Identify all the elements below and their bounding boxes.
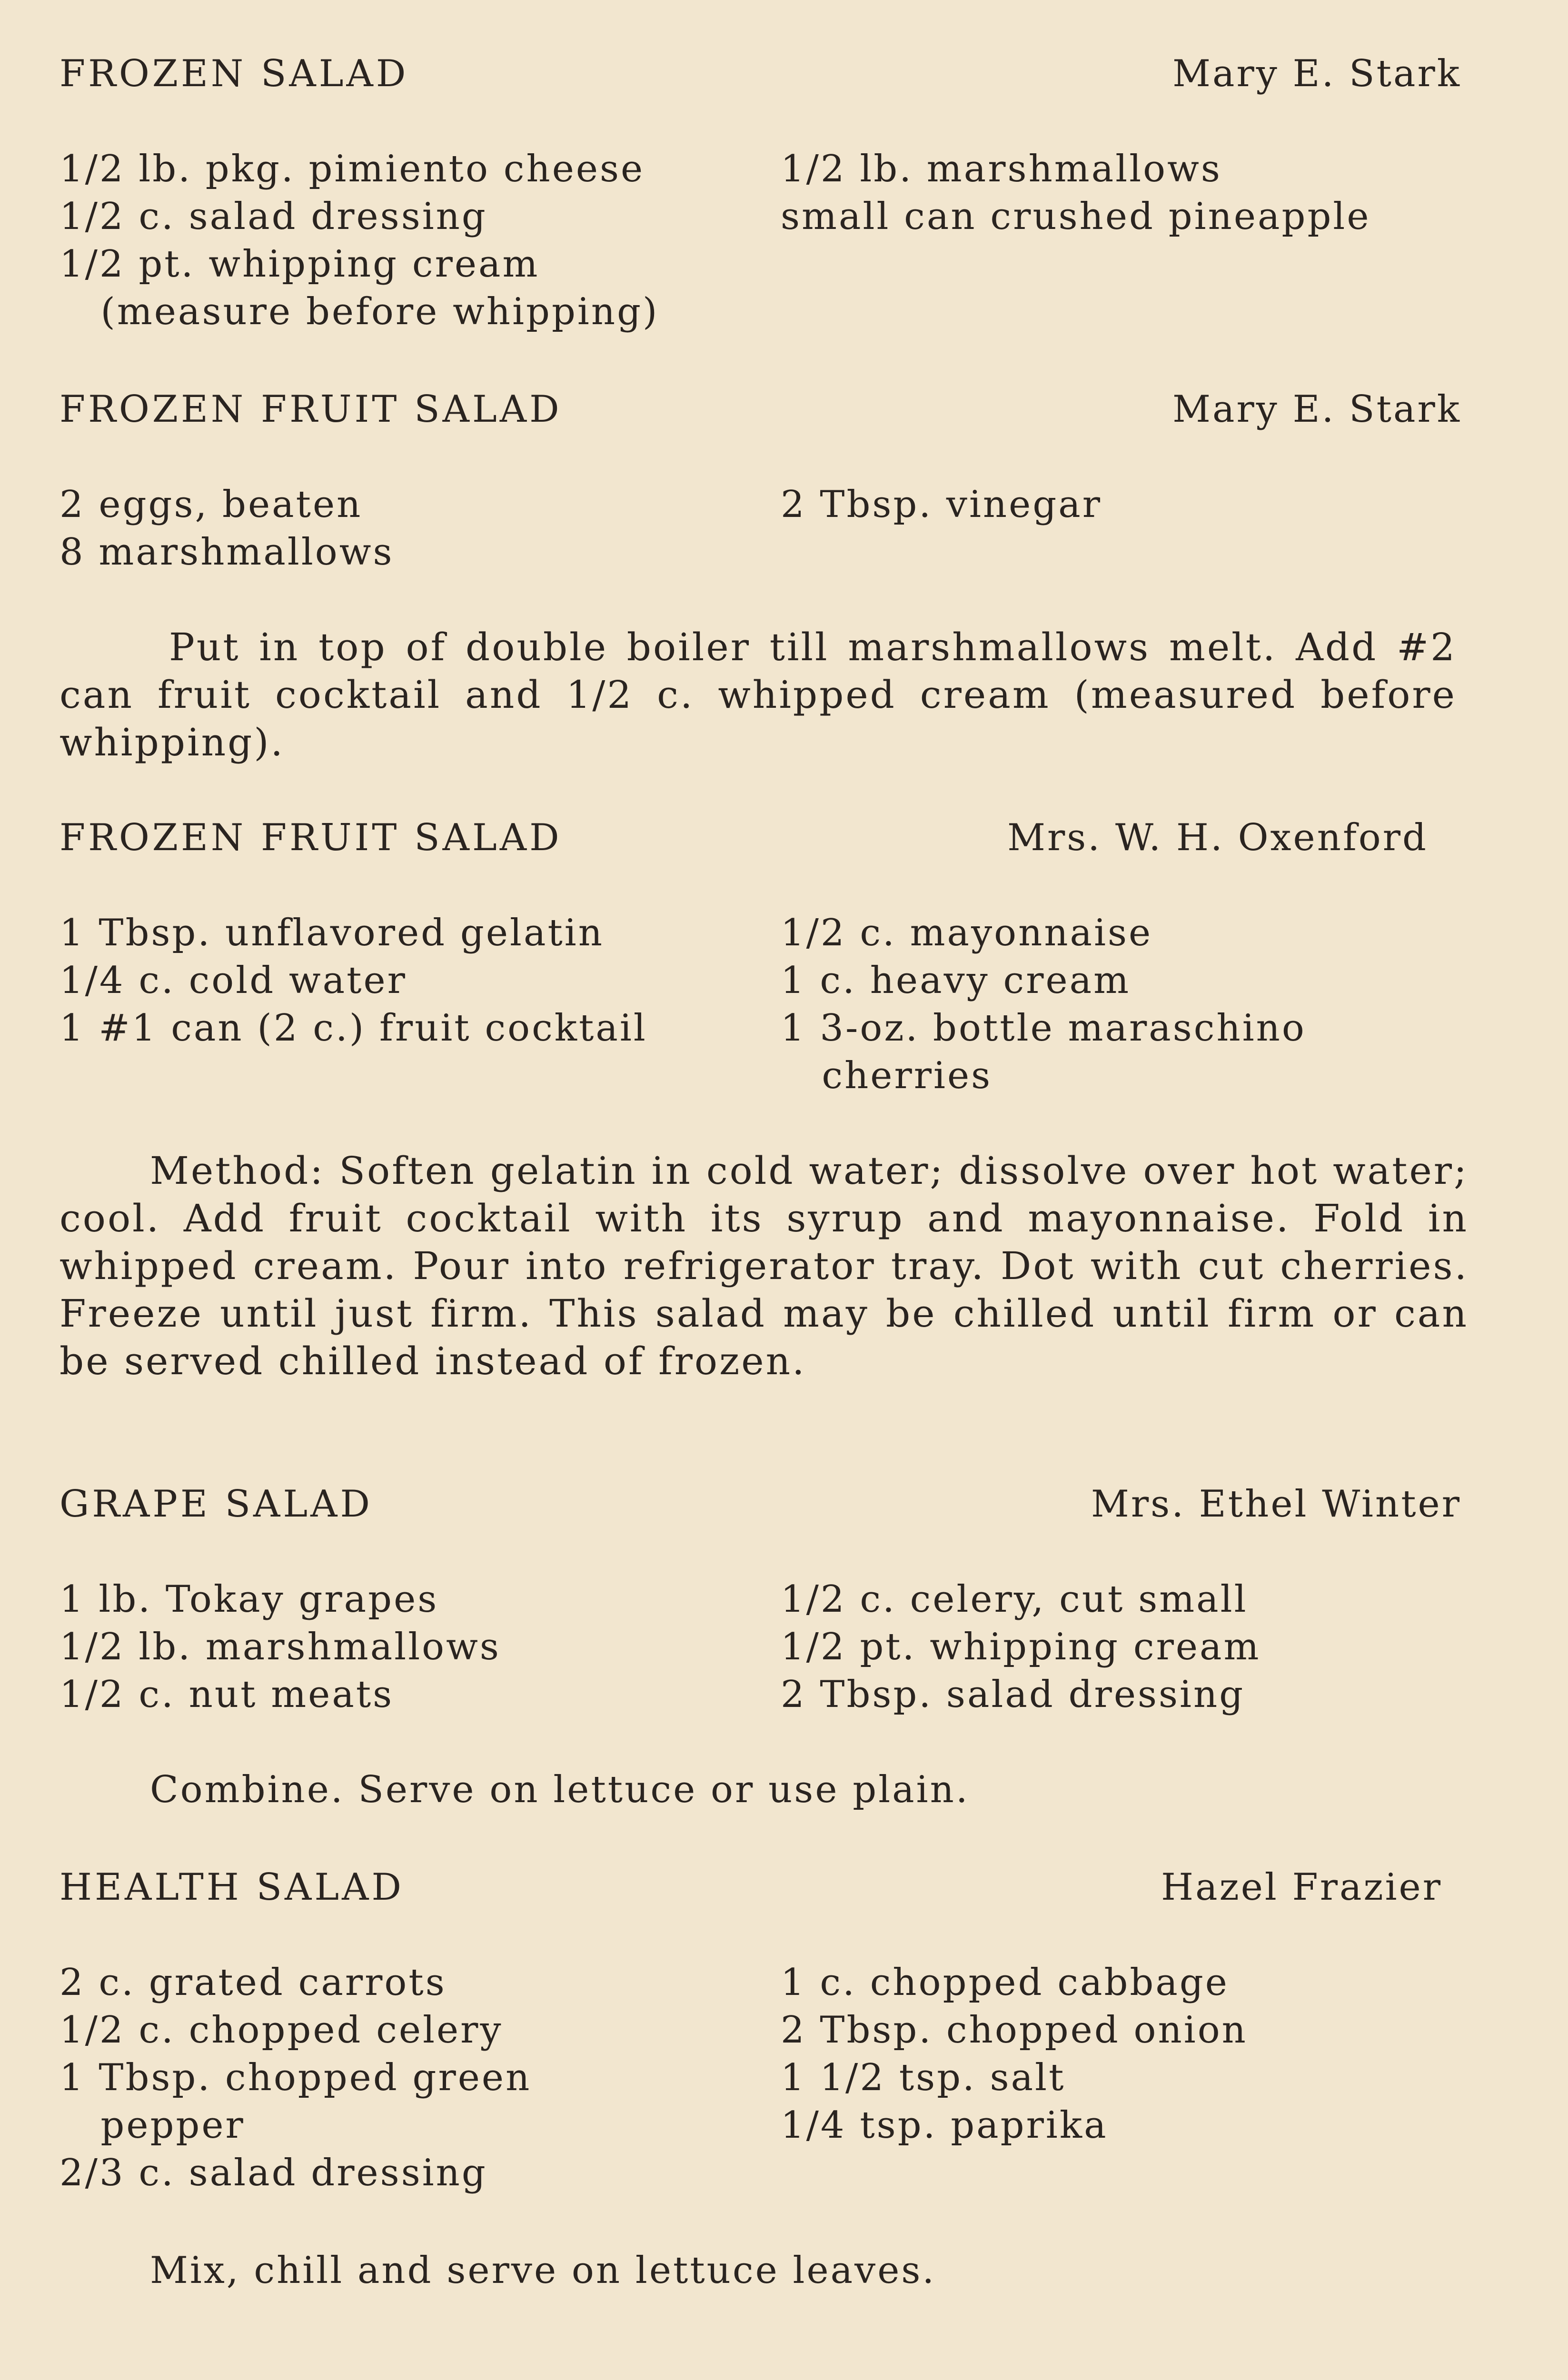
recipe-author: Mary E. Stark [1172,52,1461,95]
recipe-author: Mrs. Ethel Winter [1091,1483,1461,1526]
ingredients-left: 2 c. grated carrots 1/2 c. chopped celery 1 Tbsp. chopped green pepper 2/3 c. salad dressing [60,1961,532,2194]
ingredients-right: 1/2 c. mayonnaise 1 c. heavy cream 1 3-oz. bottle maraschino cherries [781,912,1306,1097]
recipe-method: Combine. Serve on lettuce or use plain. [150,1768,970,1811]
recipe-title: FROZEN SALAD [60,52,409,95]
recipe-title: FROZEN FRUIT SALAD [60,816,562,859]
ingredients-left: 1/2 lb. pkg. pimiento cheese 1/2 c. salad dressing 1/2 pt. whipping cream (measure before whipping) [60,148,659,333]
recipe-method: Put in top of double boiler till marshmallows melt. Add #2 can fruit cocktail and 1/2 c. whipped cream (measured before whipping). [60,625,1457,764]
recipe-author: Mary E. Stark [1172,388,1461,431]
ingredients-right: 1/2 c. celery, cut small 1/2 pt. whipping cream 2 Tbsp. salad dressing [781,1578,1261,1716]
recipe-title: HEALTH SALAD [60,1866,404,1909]
recipe-method: Mix, chill and serve on lettuce leaves. [150,2249,936,2292]
ingredients-left: 1 Tbsp. unflavored gelatin 1/4 c. cold water 1 #1 can (2 c.) fruit cocktail [60,912,647,1050]
recipe-title: GRAPE SALAD [60,1483,373,1526]
ingredients-left: 2 eggs, beaten 8 marshmallows [60,483,394,574]
ingredients-right: 1/2 lb. marshmallows small can crushed pineapple [781,148,1371,238]
ingredients-right: 1 c. chopped cabbage 2 Tbsp. chopped onion 1 1/2 tsp. salt 1/4 tsp. paprika [781,1961,1248,2147]
ingredients-left: 1 lb. Tokay grapes 1/2 lb. marshmallows 1/2 c. nut meats [60,1578,501,1716]
ingredients-right: 2 Tbsp. vinegar [781,483,1102,526]
recipe-author: Hazel Frazier [1161,1866,1442,1909]
recipe-author: Mrs. W. H. Oxenford [1007,816,1428,859]
recipe-method: Method: Soften gelatin in cold water; dissolve over hot water; cool. Add fruit cocktail with its syrup and mayonnaise. Fold in whipped cream. Pour into refrigerator tray. Dot with cut cherries. Freeze until just firm. This salad may be chilled until firm or can be served chilled instead of frozen. [60,1149,1469,1383]
recipe-title: FROZEN FRUIT SALAD [60,388,562,431]
